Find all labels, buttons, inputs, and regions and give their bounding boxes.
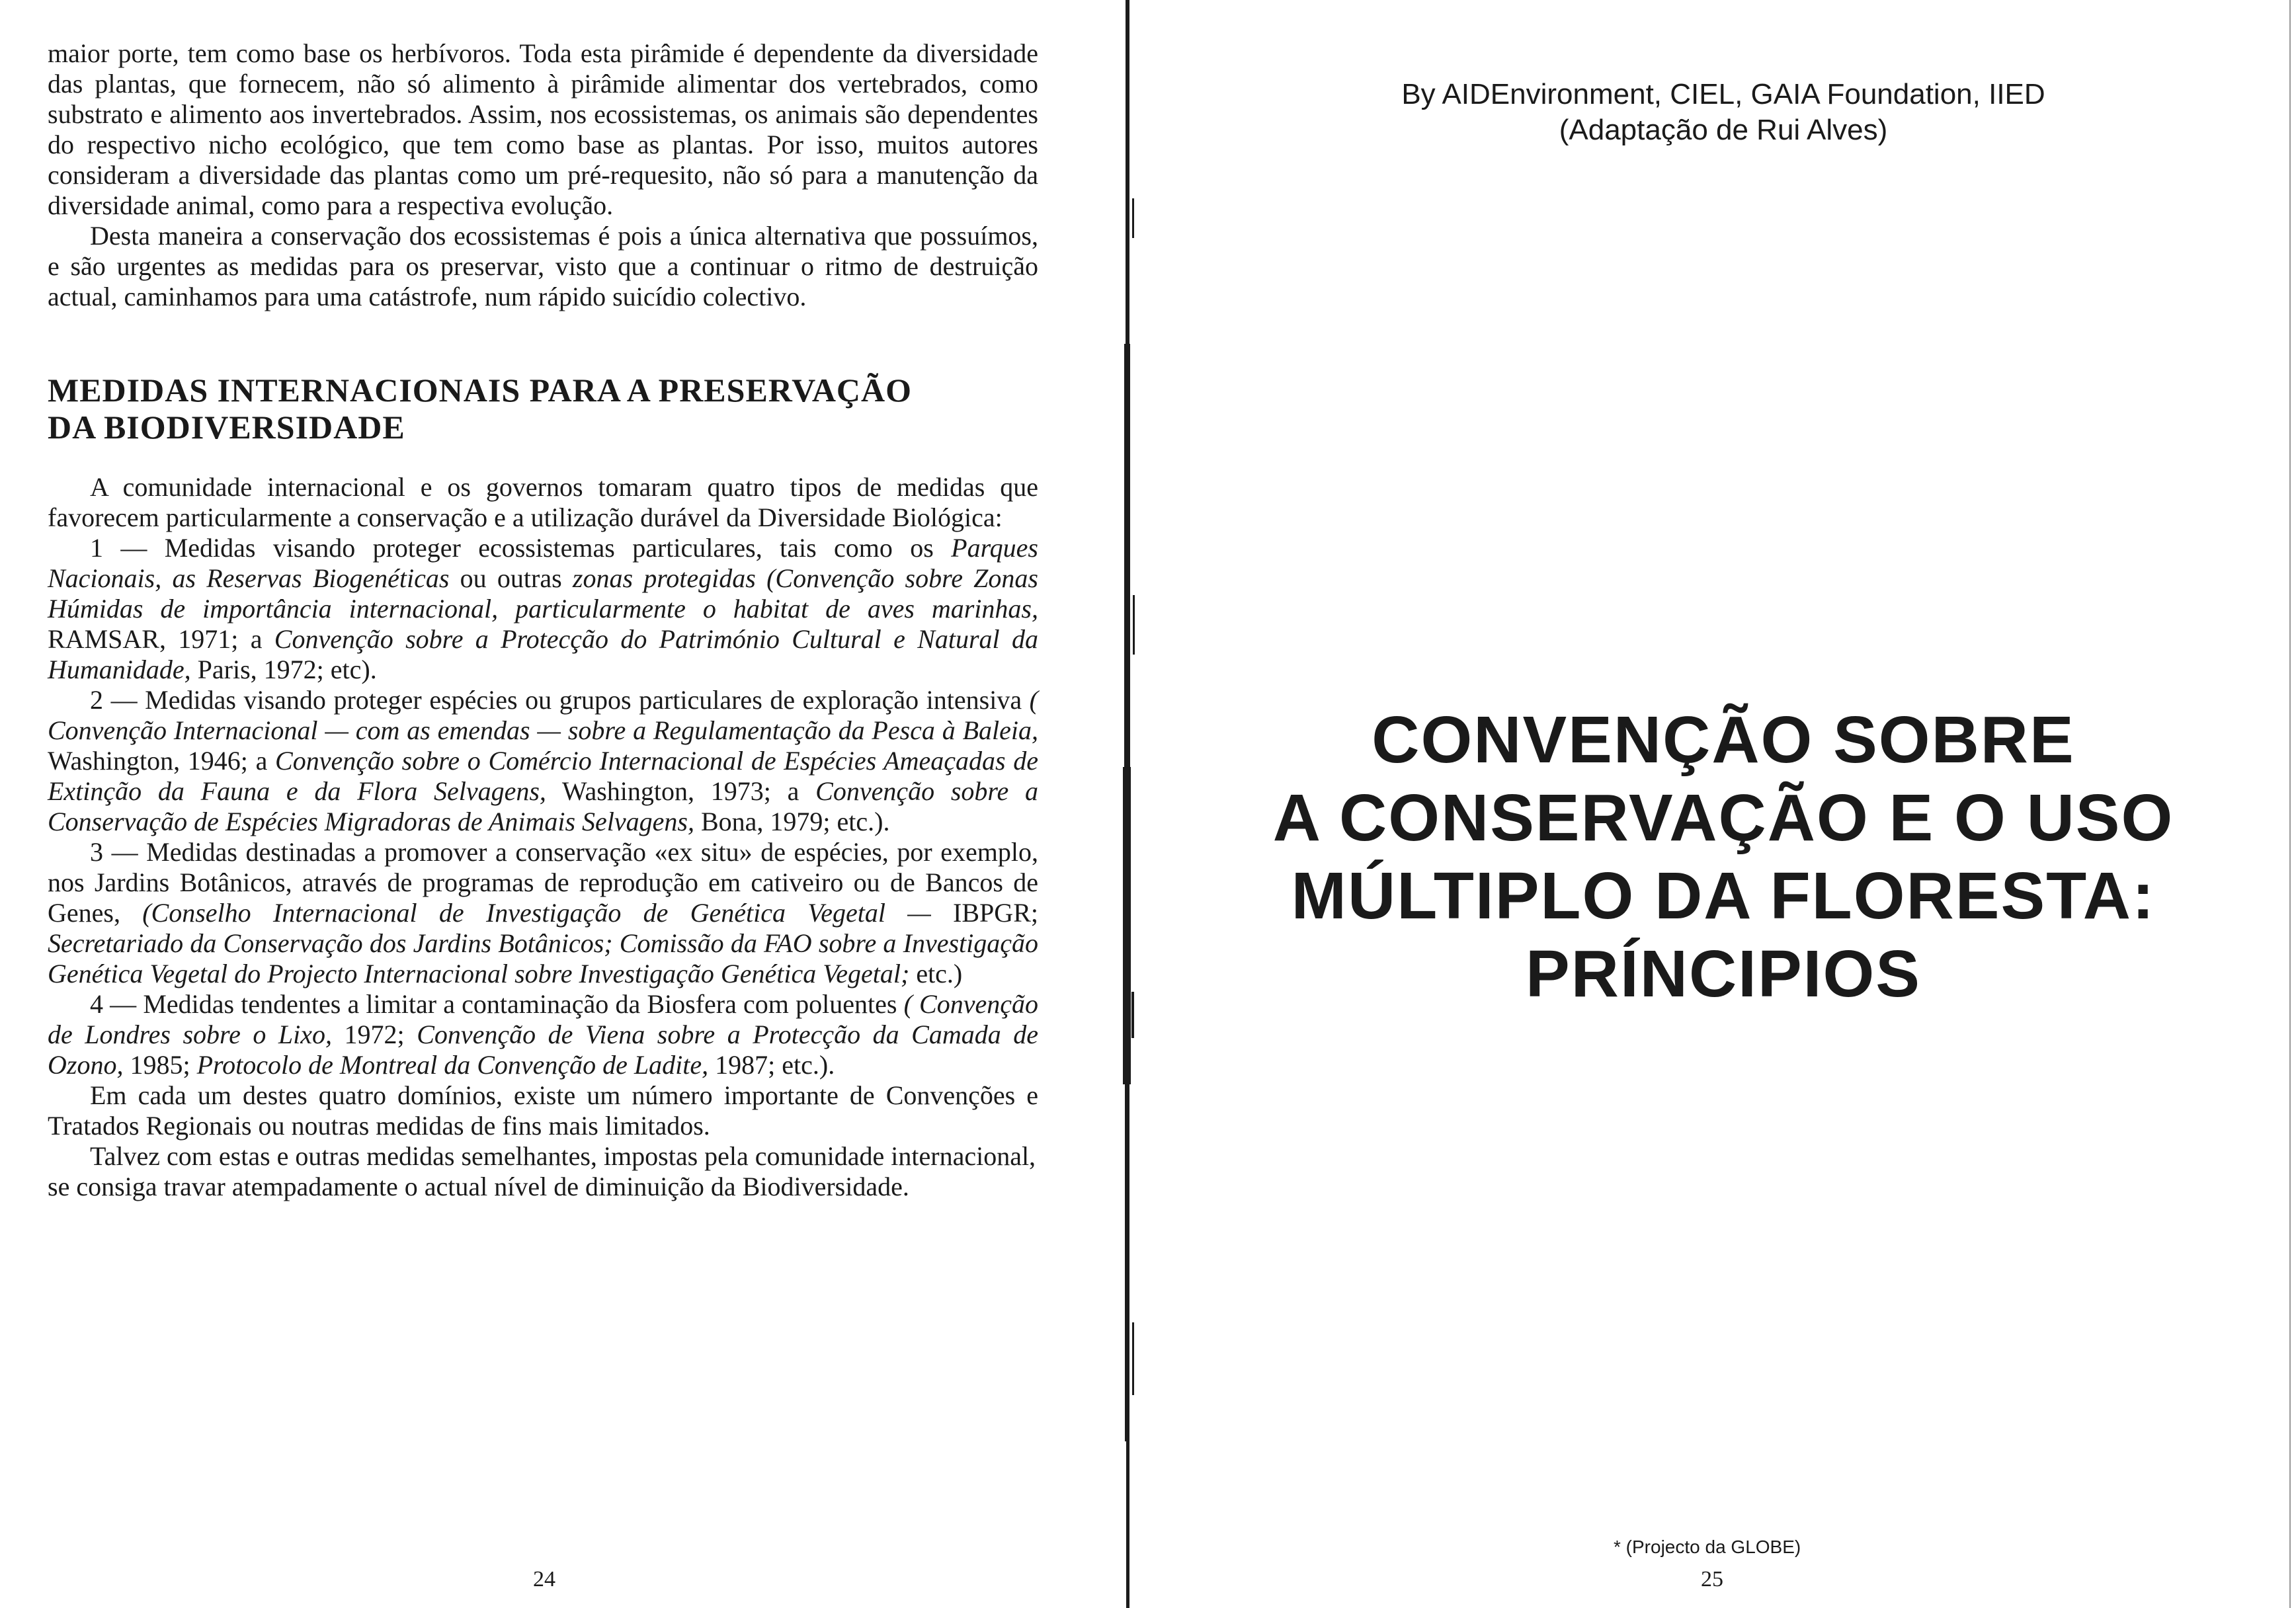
- closing-paragraph-3: se consiga travar atempadamente o actual nível de diminuição da Biodiversidade.: [48, 1172, 909, 1201]
- measure-1-text-e: RAMSAR, 1971; a: [48, 624, 274, 654]
- measure-3-text-e: etc.): [909, 959, 963, 988]
- gutter-speck: [1131, 992, 1134, 1038]
- measure-1-text-b: Parques Nacionais, as Reservas Biogenéticas: [48, 533, 1038, 593]
- chapter-title-line-4: PRÍNCIPIOS: [1526, 937, 1921, 1011]
- measure-1-text-f: Convenção sobre a Protecção do Património Cultural e Natural da Humanidade,: [48, 624, 1038, 684]
- paragraph-2: Desta maneira a conservação dos ecossistemas é pois a única alternativa que possuímos, e são urgentes as medidas para os preservar, visto que a continuar o ritmo de destruição actual, caminhamos para uma catástrofe, num rápido suicídio colectivo.: [48, 221, 1038, 311]
- measure-4-text-d: Convenção de Viena sobre a Protecção da Camada de Ozono,: [48, 1020, 1039, 1080]
- measure-4-text-e: 1985;: [123, 1050, 197, 1080]
- measure-2-text-b: ( Convenção Internacional — com as emendas — sobre a Regulamentação da Pesca à Baleia,: [48, 685, 1038, 745]
- adaptation-line: (Adaptação de Rui Alves): [1559, 114, 1888, 146]
- section-heading-line-1: MEDIDAS INTERNACIONAIS PARA A PRESERVAÇÃO: [48, 372, 913, 409]
- gutter-speck: [1132, 1322, 1134, 1395]
- measure-2: [48, 685, 1038, 837]
- measure-2-text-d: Convenção sobre o Comércio Internacional de Espécies Ameaçadas de Extinção da Fauna e da Flora Selvagens,: [48, 746, 1038, 806]
- measure-3-text-a: 3 — Medidas destinadas a promover a conservação «ex situ» de espécies, por exemplo, nos Jardins Botânicos, através de programas de reprodução em cativeiro ou de Bancos de Genes,: [48, 837, 1038, 928]
- right-page: [1151, 0, 2296, 1608]
- measure-1-text-a: 1 — Medidas visando proteger ecossistemas particulares, tais como os: [90, 533, 952, 563]
- measure-4-text-g: 1987; etc.).: [708, 1050, 835, 1080]
- measure-2-text-e: Washington, 1973; a: [546, 776, 816, 806]
- measure-1-text-g: Paris, 1972; etc).: [190, 655, 377, 684]
- gutter-speck: [1132, 198, 1134, 238]
- measure-4-text-a: 4 — Medidas tendentes a limitar a contaminação da Biosfera com poluentes: [90, 989, 904, 1019]
- chapter-title-line-2: A CONSERVAÇÃO E O USO: [1272, 781, 2174, 855]
- intro-paragraph: A comunidade internacional e os governos tomaram quatro tipos de medidas que favorecem particularmente a conservação e a utilização durável da Diversidade Biológica:: [48, 472, 1038, 532]
- measure-3-text-d: Secretariado da Conservação dos Jardins Botânicos; Comissão da FAO sobre a Investigação Genética Vegetal do Projecto Internacional sobre Investigação Genética Vegetal;: [48, 928, 1038, 988]
- left-page-body: [48, 38, 1038, 1202]
- measure-2-text-a: 2 — Medidas visando proteger espécies ou grupos particulares de exploração intensiva: [90, 685, 1030, 715]
- book-gutter: [1120, 0, 1140, 1608]
- authors-line: By AIDEnvironment, CIEL, GAIA Foundation, IIED: [1401, 78, 2045, 110]
- section-heading: [48, 372, 1038, 446]
- measure-1: [48, 533, 1038, 685]
- closing-paragraph-2: Talvez com estas e outras medidas semelhantes, impostas pela comunidade internacional,: [90, 1141, 1036, 1171]
- measure-2-text-c: Washington, 1946; a: [48, 746, 276, 776]
- page-number-left: 24: [533, 1567, 555, 1591]
- measure-4-text-f: Protocolo de Montreal da Convenção de Ladite,: [196, 1050, 709, 1080]
- measure-3: [48, 837, 1038, 989]
- closing-paragraph-1: Em cada um destes quatro domínios, existe um número importante de Convenções e Tratados Regionais ou noutras medidas de fins mais limitados.: [48, 1080, 1038, 1141]
- chapter-title: [1151, 701, 2296, 1013]
- footnote: * (Projecto da GLOBE): [1614, 1537, 1801, 1557]
- measure-4-text-b: ( Convenção de Londres sobre o Lixo,: [48, 989, 1038, 1049]
- authors-block: [1151, 77, 2296, 148]
- left-page: [0, 0, 1118, 1608]
- measure-1-text-c: ou outras: [449, 563, 573, 593]
- chapter-title-line-3: MÚLTIPLO DA FLORESTA:: [1291, 859, 2156, 933]
- measure-2-text-g: Bona, 1979; etc.).: [694, 807, 890, 836]
- measure-4-text-c: 1972;: [332, 1020, 417, 1049]
- chapter-title-line-1: CONVENÇÃO SOBRE: [1372, 703, 2075, 777]
- paragraph-1: maior porte, tem como base os herbívoros. Toda esta pirâmide é dependente da diversidade das plantas, que fornecem, não só alimento à pirâmide alimentar dos vertebrados, como substrato e alimento aos invertebrados. Assim, nos ecossistemas, os animais são dependentes do respectivo nicho ecológico, que tem como base as plantas. Por isso, muitos autores consideram a diversidade das plantas como um pré-requesito, não só para a manutenção da diversidade animal, como para a respectiva evolução.: [48, 38, 1038, 220]
- page-edge: [2289, 0, 2291, 1608]
- gutter-shadow-line: [1124, 344, 1130, 767]
- measure-3-text-c: IBPGR;: [930, 898, 1038, 928]
- section-heading-line-2: DA BIODIVERSIDADE: [48, 409, 405, 446]
- measure-2-text-f: Convenção sobre a Conservação de Espécies Migradoras de Animais Selvagens,: [48, 776, 1038, 836]
- gutter-shadow-line: [1126, 0, 1129, 344]
- measure-3-text-b: (Conselho Internacional de Investigação de Genética Vegetal —: [142, 898, 931, 928]
- page-number-right: 25: [1701, 1567, 1723, 1591]
- measure-1-text-d: zonas protegidas (Convenção sobre Zonas Húmidas de importância internacional, particularmente o habitat de aves marinhas,: [48, 563, 1038, 623]
- gutter-shadow-line: [1125, 1084, 1129, 1441]
- gutter-shadow-line: [1123, 767, 1131, 1084]
- measure-4: [48, 989, 1038, 1080]
- gutter-speck: [1133, 595, 1135, 655]
- gutter-shadow-line: [1126, 1441, 1129, 1608]
